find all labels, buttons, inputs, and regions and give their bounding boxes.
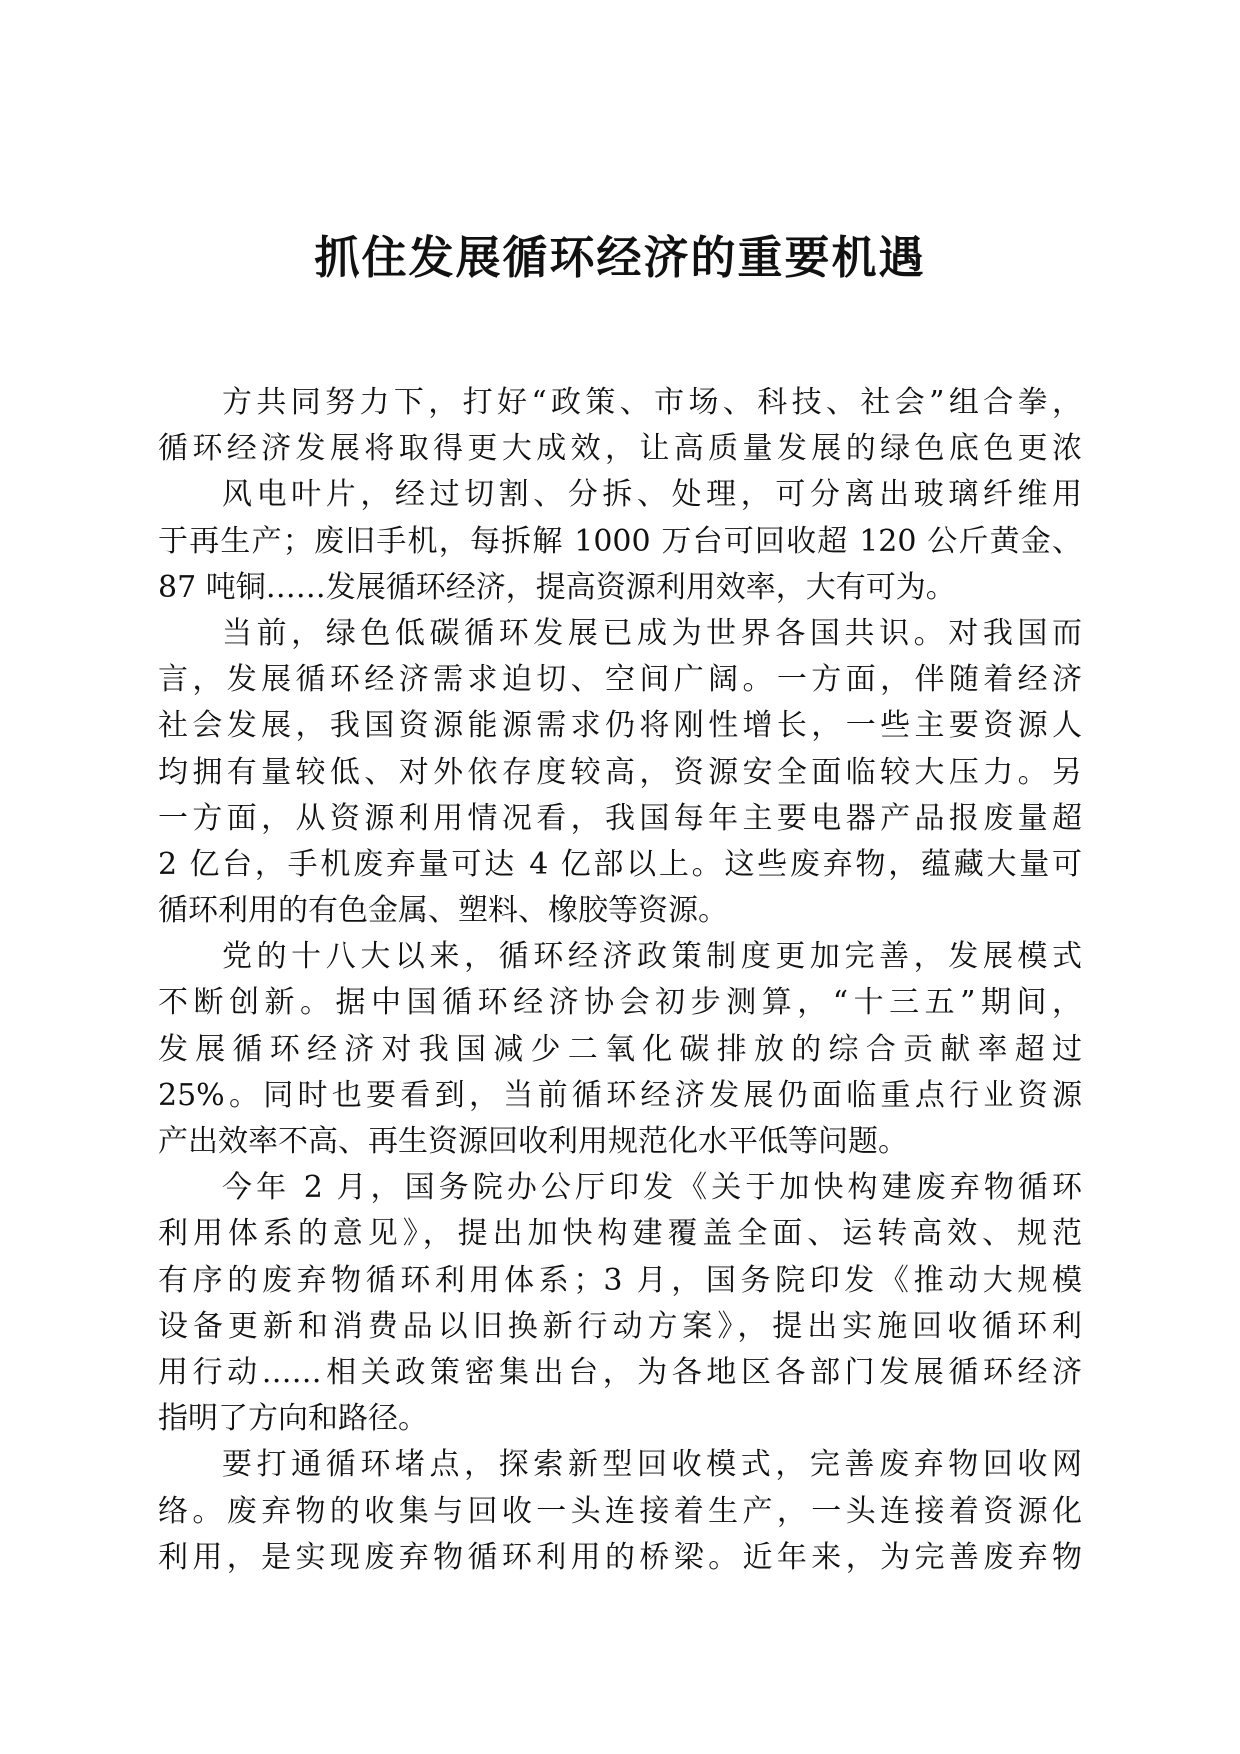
text-line: 87 吨铜……发展循环经济，提高资源利用效率，大有可为。: [158, 569, 956, 605]
text-line: 一方面，从资源利用情况看，我国每年主要电器产品报废量超: [158, 800, 1082, 836]
text-line: 发展循环经济对我国减少二氧化碳排放的综合贡献率超过: [158, 1031, 1082, 1067]
text-line: 党的十八大以来，循环经济政策制度更加完善，发展模式: [222, 939, 1082, 975]
text-line: 指明了方向和路径。: [158, 1401, 428, 1437]
text-line: 于再生产；废旧手机，每拆解 1000 万台可回收超 120 公斤黄金、: [158, 523, 1082, 559]
text-line: 25%。同时也要看到，当前循环经济发展仍面临重点行业资源: [158, 1077, 1082, 1113]
text-line: 循环经济发展将取得更大成效，让高质量发展的绿色底色更浓: [158, 431, 1082, 467]
paragraph-intro: [158, 380, 1082, 472]
text-line: 均拥有量较低、对外依存度较高，资源安全面临较大压力。另: [158, 754, 1082, 790]
text-line: 2 亿台，手机废弃量可达 4 亿部以上。这些废弃物，蕴藏大量可: [158, 846, 1082, 882]
text-line: 风电叶片，经过切割、分拆、处理，可分离出玻璃纤维用: [222, 477, 1082, 513]
document-body: [158, 380, 1082, 1581]
text-line: 今年 2 月，国务院办公厅印发《关于加快构建废弃物循环: [222, 1170, 1082, 1206]
text-line: 利用体系的意见》，提出加快构建覆盖全面、运转高效、规范: [158, 1216, 1082, 1252]
paragraph-state-council: [158, 1165, 1082, 1442]
paragraph-consensus: [158, 611, 1082, 934]
text-line: 利用，是实现废弃物循环利用的桥梁。近年来，为完善废弃物: [158, 1539, 1082, 1575]
text-line: 循环利用的有色金属、塑料、橡胶等资源。: [158, 893, 728, 929]
text-line: 用行动……相关政策密集出台，为各地区各部门发展循环经济: [158, 1354, 1082, 1390]
text-line: 言，发展循环经济需求迫切、空间广阔。一方面，伴随着经济: [158, 662, 1082, 698]
text-line: 社会发展，我国资源能源需求仍将刚性增长，一些主要资源人: [158, 708, 1082, 744]
document-title: 抓住发展循环经济的重要机遇: [314, 231, 926, 284]
text-line: 有序的废弃物循环利用体系；3 月，国务院印发《推动大规模: [158, 1262, 1082, 1298]
text-line: 设备更新和消费品以旧换新行动方案》，提出实施回收循环利: [158, 1308, 1082, 1344]
text-line: 络。废弃物的收集与回收一头连接着生产，一头连接着资源化: [158, 1493, 1082, 1529]
text-line: 方共同努力下，打好“政策、市场、科技、社会”组合拳，: [222, 385, 1082, 420]
paragraph-wind-turbine: [158, 472, 1082, 611]
text-line: 产出效率不高、再生资源回收利用规范化水平低等问题。: [158, 1124, 908, 1159]
text-line: 不断创新。据中国循环经济协会初步测算，“十三五”期间，: [158, 985, 1082, 1021]
paragraph-eighteenth-congress: [158, 934, 1082, 1165]
paragraph-recycling-network: [158, 1442, 1082, 1581]
text-line: 当前，绿色低碳循环发展已成为世界各国共识。对我国而: [222, 615, 1082, 651]
text-line: 要打通循环堵点，探索新型回收模式，完善废弃物回收网: [222, 1447, 1082, 1483]
